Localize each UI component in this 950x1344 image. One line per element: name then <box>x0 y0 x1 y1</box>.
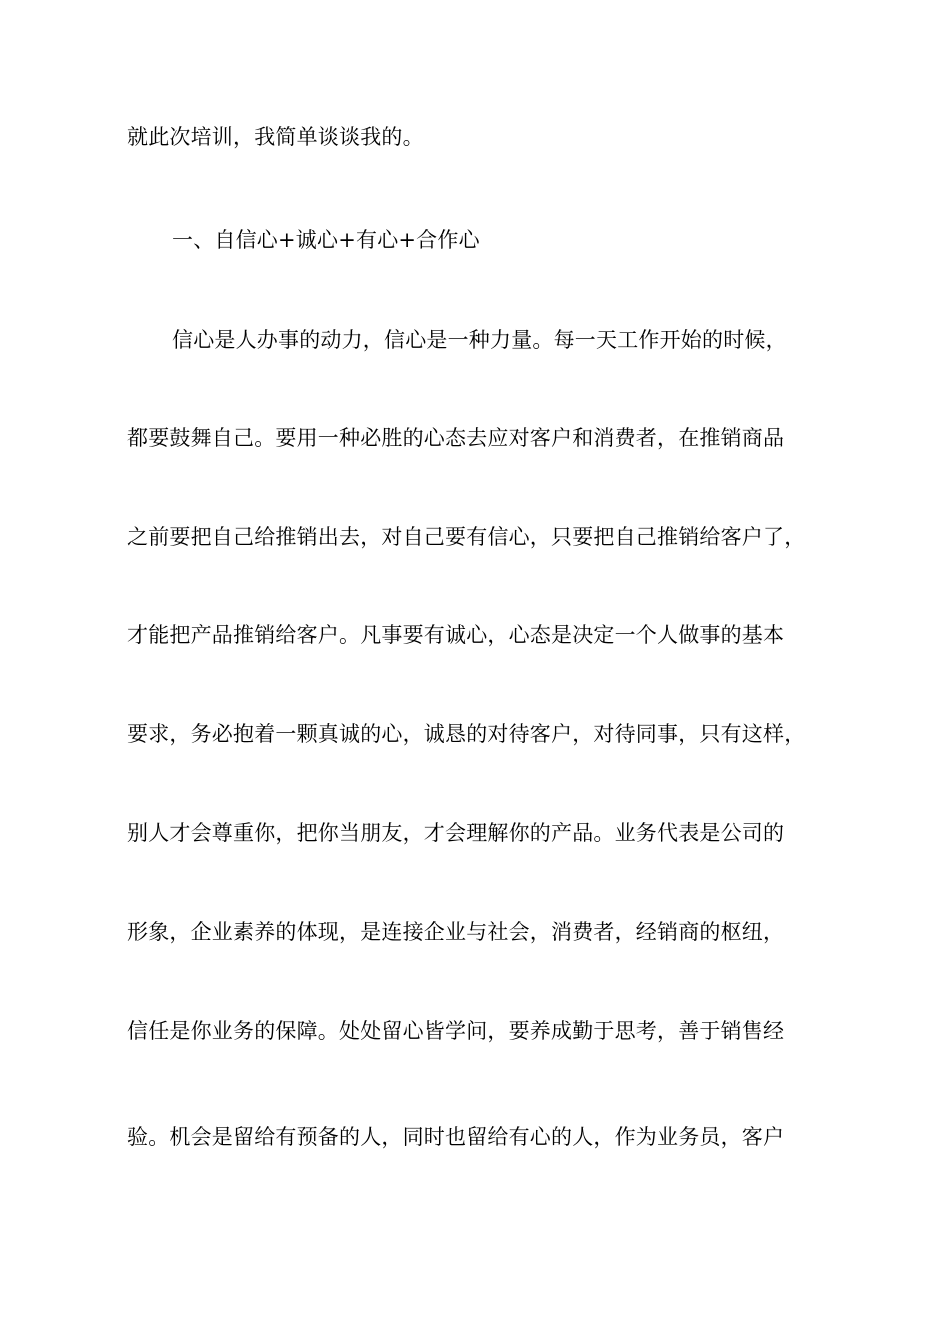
body-line-8: 信任是你业务的保障。处处留心皆学问，要养成勤于思考，善于销售经 <box>127 1019 785 1043</box>
section-heading: 一、自信心+诚心+有心+合作心 <box>172 228 480 252</box>
body-line-7: 形象，企业素养的体现，是连接企业与社会，消费者，经销商的枢纽， <box>127 920 785 944</box>
body-line-5: 要求，务必抱着一颗真诚的心，诚恳的对待客户，对待同事，只有这样， <box>127 722 806 746</box>
body-line-6: 别人才会尊重你，把你当朋友，才会理解你的产品。业务代表是公司的 <box>127 821 785 845</box>
body-line-2: 都要鼓舞自己。要用一种必胜的心态去应对客户和消费者，在推销商品 <box>127 426 785 450</box>
body-line-1: 信心是人办事的动力，信心是一种力量。每一天工作开始的时候， <box>172 328 787 352</box>
body-line-3: 之前要把自己给推销出去，对自己要有信心，只要把自己推销给客户了， <box>127 525 806 549</box>
paragraph-intro-line: 就此次培训，我简单谈谈我的。 <box>127 125 424 149</box>
body-line-4: 才能把产品推销给客户。凡事要有诚心，心态是决定一个人做事的基本 <box>127 623 785 647</box>
body-line-9: 验。机会是留给有预备的人，同时也留给有心的人，作为业务员，客户 <box>127 1125 785 1149</box>
